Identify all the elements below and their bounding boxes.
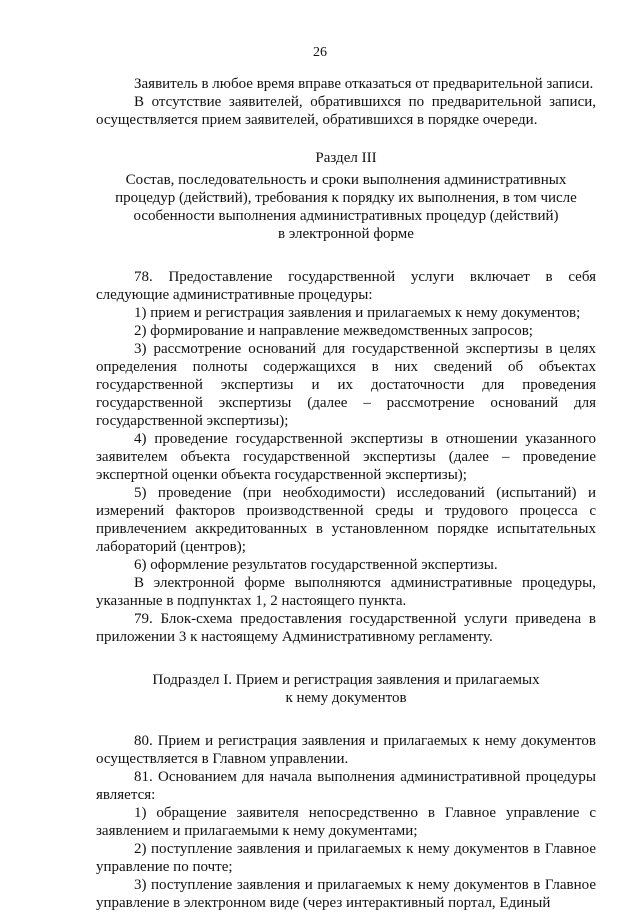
paragraph-78-electronic: В электронной форме выполняются административные процедуры, указанные в подпунктах 1, 2 настоящего пункта. xyxy=(96,575,596,609)
section-title-line-2: процедур (действий), требования к порядку их выполнения, в том числе xyxy=(115,190,577,206)
paragraph-81: 81. Основанием для начала выполнения административной процедуры является: xyxy=(96,769,596,803)
list-item-78-5: 5) проведение (при необходимости) исследований (испытаний) и измерений факторов производственной среды и трудового процесса с привлечением аккредитованных в установленном порядке испытательных лабораторий (центров); xyxy=(96,485,596,555)
list-item-78-3: 3) рассмотрение оснований для государственной экспертизы в целях определения полноты содержащихся в них сведений об объектах государственной экспертизы и их достаточности для проведения государственной экспертизы (далее – рассмотрение оснований для государственной экспертизы); xyxy=(96,341,596,429)
paragraph-intro-2: В отсутствие заявителей, обратившихся по предварительной записи, осуществляется прием заявителей, обратившихся в порядке очереди. xyxy=(96,94,596,128)
document-body xyxy=(96,75,596,912)
list-item-81-2: 2) поступление заявления и прилагаемых к нему документов в Главное управление по почте; xyxy=(96,841,596,875)
subsection-heading xyxy=(96,671,596,707)
section-heading xyxy=(96,149,596,243)
section-label: Раздел III xyxy=(315,150,377,166)
page-number: 26 xyxy=(313,45,327,60)
list-item-78-4: 4) проведение государственной экспертизы в отношении указанного заявителем объекта государственной экспертизы (далее – проведение экспертной оценки объекта государственной экспертизы); xyxy=(96,431,596,483)
paragraph-78: 78. Предоставление государственной услуги включает в себя следующие административные процедуры: xyxy=(96,269,596,303)
section-title-line-3: особенности выполнения административных процедур (действий) xyxy=(133,208,559,224)
paragraph-80: 80. Прием и регистрация заявления и прилагаемых к нему документов осуществляется в Главном управлении. xyxy=(96,733,596,767)
subsection-title-line-1: Подраздел I. Прием и регистрация заявления и прилагаемых xyxy=(152,672,540,688)
list-item-78-1: 1) прием и регистрация заявления и прилагаемых к нему документов; xyxy=(134,305,581,321)
section-title-line-1: Состав, последовательность и сроки выполнения административных xyxy=(125,172,567,188)
list-item-78-6: 6) оформление результатов государственной экспертизы. xyxy=(134,557,498,573)
paragraph-intro-1: Заявитель в любое время вправе отказаться от предварительной записи. xyxy=(134,76,594,92)
paragraph-79: 79. Блок-схема предоставления государственной услуги приведена в приложении 3 к настоящему Административному регламенту. xyxy=(96,611,596,645)
list-item-78-2: 2) формирование и направление межведомственных запросов; xyxy=(134,323,533,339)
list-item-81-1: 1) обращение заявителя непосредственно в Главное управление с заявлением и прилагаемыми к нему документами; xyxy=(96,805,596,839)
subsection-title-line-2: к нему документов xyxy=(285,690,407,706)
section-title-line-4: в электронной форме xyxy=(278,226,414,242)
list-item-81-3: 3) поступление заявления и прилагаемых к нему документов в Главное управление в электронном виде (через интерактивный портал, Единый xyxy=(96,877,596,911)
